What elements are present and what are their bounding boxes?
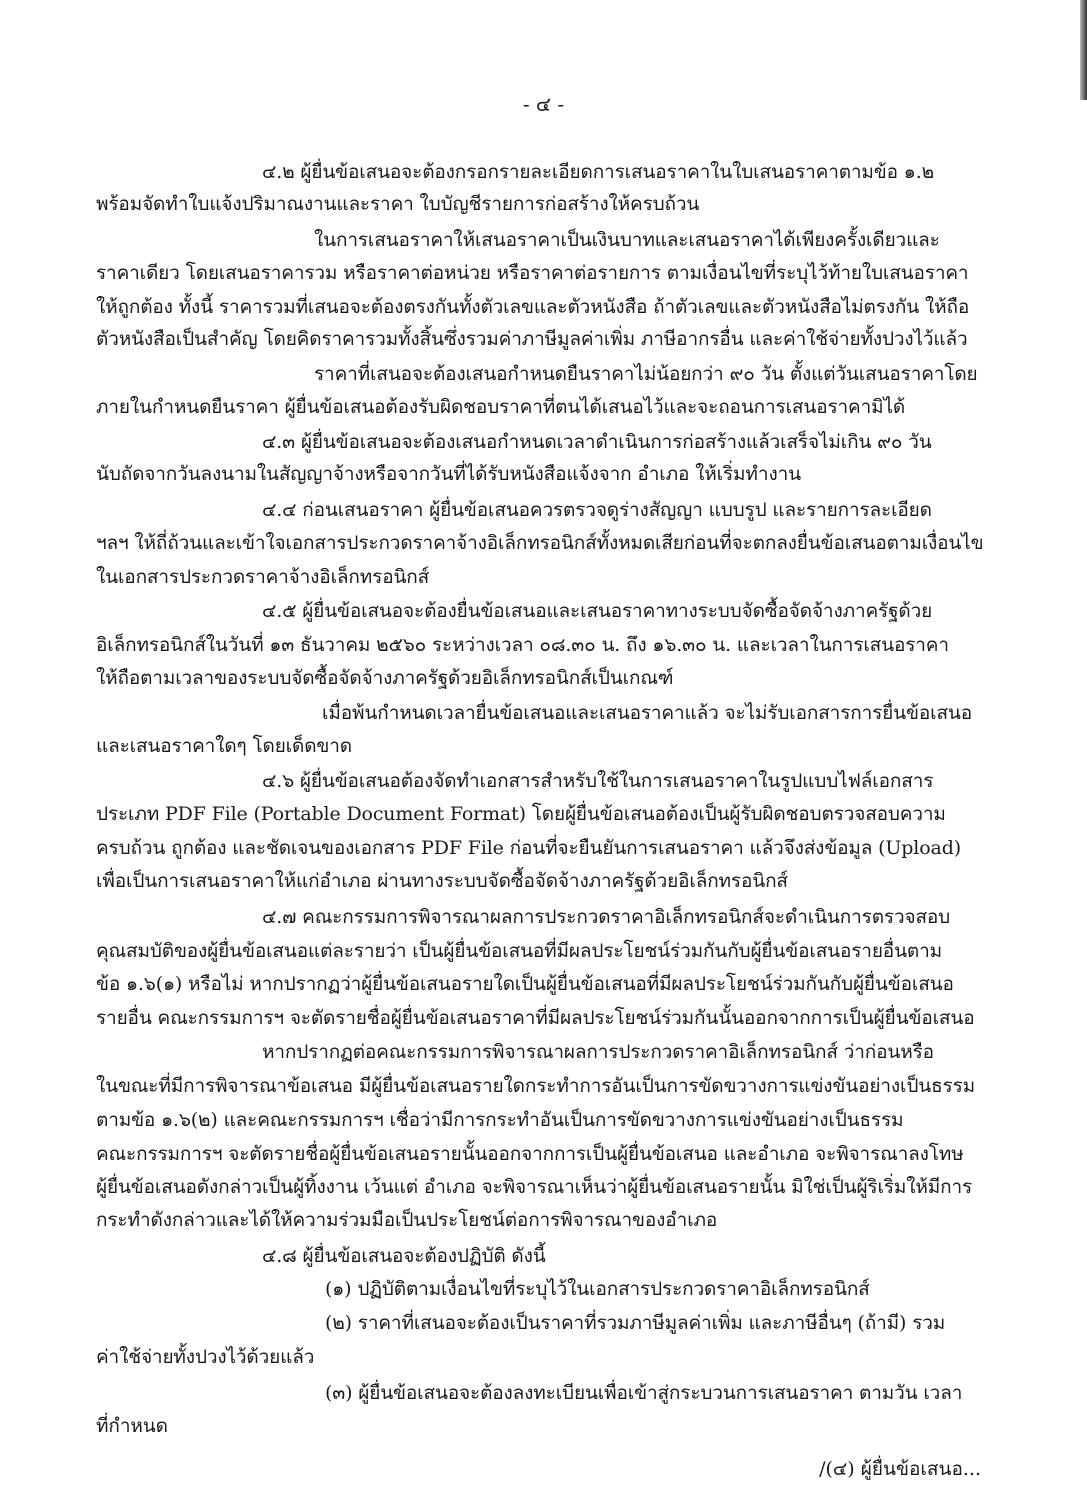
text-line: ในเอกสารประกวดราคาจ้างอิเล็กทรอนิกส์ (96, 566, 430, 588)
text-line: ๔.๘ ผู้ยื่นข้อเสนอจะต้องปฏิบัติ ดังนี้ (262, 1245, 546, 1267)
text-line: คุณสมบัติของผู้ยื่นข้อเสนอแต่ละรายว่า เป็นผู้ยื่นข้อเสนอที่มีผลประโยชน์ร่วมกันกับผู้ยื่นข้อเสนอรายอื่นตาม (96, 940, 942, 962)
text-line: ตามข้อ ๑.๖(๒) และคณะกรรมการฯ เชื่อว่ามีการกระทำอันเป็นการขัดขวางการแข่งขันอย่างเป็นธรรม (96, 1109, 904, 1131)
text-line: ผู้ยื่นข้อเสนอดังกล่าวเป็นผู้ทิ้งงาน เว้นแต่ อำเภอ จะพิจารณาเห็นว่าผู้ยื่นข้อเสนอรายนั้น มิใช่เป็นผู้ริเริ่มให้มีการ (96, 1176, 973, 1198)
text-line: (๓) ผู้ยื่นข้อเสนอจะต้องลงทะเบียนเพื่อเข้าสู่กระบวนการเสนอราคา ตามวัน เวลา (325, 1382, 963, 1404)
text-line: ที่กำหนด (96, 1415, 168, 1437)
text-line: ครบถ้วน ถูกต้อง และชัดเจนของเอกสาร PDF File ก่อนที่จะยืนยันการเสนอราคา แล้วจึงส่งข้อมูล (Upload) (96, 837, 961, 859)
continuation-footer: /(๔) ผู้ยื่นข้อเสนอ... (819, 1458, 981, 1480)
scan-edge (1080, 0, 1087, 100)
text-line: อิเล็กทรอนิกส์ในวันที่ ๑๓ ธันวาคม ๒๕๖๐ ระหว่างเวลา ๐๘.๓๐ น. ถึง ๑๖.๓๐ น. และเวลาในการเสนอราคา (96, 634, 949, 656)
text-line: หากปรากฏต่อคณะกรรมการพิจารณาผลการประกวดราคาอิเล็กทรอนิกส์ ว่าก่อนหรือ (262, 1041, 934, 1063)
text-line: ข้อ ๑.๖(๑) หรือไม่ หากปรากฏว่าผู้ยื่นข้อเสนอรายใดเป็นผู้ยื่นข้อเสนอที่มีผลประโยชน์ร่วมกันกับผู้ยื่นข้อเสนอ (96, 973, 954, 995)
page-number: - ๔ - (522, 92, 565, 116)
text-line: (๑) ปฏิบัติตามเงื่อนไขที่ระบุไว้ในเอกสารประกวดราคาอิเล็กทรอนิกส์ (325, 1278, 870, 1300)
text-line: รายอื่น คณะกรรมการฯ จะตัดรายชื่อผู้ยื่นข้อเสนอราคาที่มีผลประโยชน์ร่วมกันนั้นออกจากการเป็นผู้ยื่นข้อเสนอ (96, 1007, 975, 1029)
text-line: ๔.๒ ผู้ยื่นข้อเสนอจะต้องกรอกรายละเอียดการเสนอราคาในใบเสนอราคาตามข้อ ๑.๒ (262, 161, 934, 183)
text-line: ๔.๕ ผู้ยื่นข้อเสนอจะต้องยื่นข้อเสนอและเสนอราคาทางระบบจัดซื้อจัดจ้างภาครัฐด้วย (262, 600, 933, 622)
text-line: (๒) ราคาที่เสนอจะต้องเป็นราคาที่รวมภาษีมูลค่าเพิ่ม และภาษีอื่นๆ (ถ้ามี) รวม (325, 1312, 946, 1334)
text-line: ๔.๗ คณะกรรมการพิจารณาผลการประกวดราคาอิเล็กทรอนิกส์จะดำเนินการตรวจสอบ (262, 906, 951, 928)
text-line: ให้ถือตามเวลาของระบบจัดซื้อจัดจ้างภาครัฐด้วยอิเล็กทรอนิกส์เป็นเกณฑ์ (96, 667, 674, 689)
text-line: ราคาที่เสนอจะต้องเสนอกำหนดยืนราคาไม่น้อยกว่า ๙๐ วัน ตั้งแต่วันเสนอราคาโดย (314, 363, 978, 385)
text-line: และเสนอราคาใดๆ โดยเด็ดขาด (96, 735, 352, 757)
text-line: ในการเสนอราคาให้เสนอราคาเป็นเงินบาทและเสนอราคาได้เพียงครั้งเดียวและ (314, 229, 940, 251)
text-line: ภายในกำหนดยืนราคา ผู้ยื่นข้อเสนอต้องรับผิดชอบราคาที่ตนได้เสนอไว้และจะถอนการเสนอราคามิได้ (96, 396, 906, 418)
text-line: ค่าใช้จ่ายทั้งปวงไว้ด้วยแล้ว (96, 1346, 315, 1368)
text-line: ให้ถูกต้อง ทั้งนี้ ราคารวมที่เสนอจะต้องตรงกันทั้งตัวเลขและตัวหนังสือ ถ้าตัวเลขและตัวหนังสือไม่ตรงกัน ให้ถือ (96, 296, 970, 318)
text-line: ในขณะที่มีการพิจารณาข้อเสนอ มีผู้ยื่นข้อเสนอรายใดกระทำการอันเป็นการขัดขวางการแข่งขันอย่างเป็นธรรม (96, 1075, 976, 1097)
text-line: นับถัดจากวันลงนามในสัญญาจ้างหรือจากวันที่ได้รับหนังสือแจ้งจาก อำเภอ ให้เริ่มทำงาน (96, 463, 801, 485)
text-line: พร้อมจัดทำใบแจ้งปริมาณงานและราคา ใบบัญชีรายการก่อสร้างให้ครบถ้วน (96, 193, 700, 215)
text-line: เพื่อเป็นการเสนอราคาให้แก่อำเภอ ผ่านทางระบบจัดซื้อจัดจ้างภาครัฐด้วยอิเล็กทรอนิกส์ (96, 870, 788, 892)
text-line: เมื่อพ้นกำหนดเวลายื่นข้อเสนอและเสนอราคาแล้ว จะไม่รับเอกสารการยื่นข้อเสนอ (322, 702, 972, 724)
text-line: กระทำดังกล่าวและได้ให้ความร่วมมือเป็นประโยชน์ต่อการพิจารณาของอำเภอ (96, 1209, 718, 1231)
text-line: คณะกรรมการฯ จะตัดรายชื่อผู้ยื่นข้อเสนอรายนั้นออกจากการเป็นผู้ยื่นข้อเสนอ และอำเภอ จะพิจารณาลงโทษ (96, 1143, 964, 1165)
text-line: ราคาเดียว โดยเสนอราคารวม หรือราคาต่อหน่วย หรือราคาต่อรายการ ตามเงื่อนไขที่ระบุไว้ท้ายใบเสนอราคา (96, 262, 969, 284)
text-line: ๔.๓ ผู้ยื่นข้อเสนอจะต้องเสนอกำหนดเวลาดำเนินการก่อสร้างแล้วเสร็จไม่เกิน ๙๐ วัน (262, 431, 932, 453)
text-line: ฯลฯ ให้ถี่ถ้วนและเข้าใจเอกสารประกวดราคาจ้างอิเล็กทรอนิกส์ทั้งหมดเสียก่อนที่จะตกลงยื่นข้อเสนอตามเงื่อนไข (96, 532, 984, 554)
text-line: ตัวหนังสือเป็นสำคัญ โดยคิดราคารวมทั้งสิ้นซึ่งรวมค่าภาษีมูลค่าเพิ่ม ภาษีอากรอื่น และค่าใช้จ่ายทั้งปวงไว้แล้ว (96, 328, 968, 350)
text-line: ๔.๔ ก่อนเสนอราคา ผู้ยื่นข้อเสนอควรตรวจดูร่างสัญญา แบบรูป และรายการละเอียด (262, 499, 932, 521)
text-line: ๔.๖ ผู้ยื่นข้อเสนอต้องจัดทำเอกสารสำหรับใช้ในการเสนอราคาในรูปแบบไฟล์เอกสาร (262, 770, 934, 792)
text-line: ประเภท PDF File (Portable Document Format) โดยผู้ยื่นข้อเสนอต้องเป็นผู้รับผิดชอบตรวจสอบความ (96, 803, 946, 825)
